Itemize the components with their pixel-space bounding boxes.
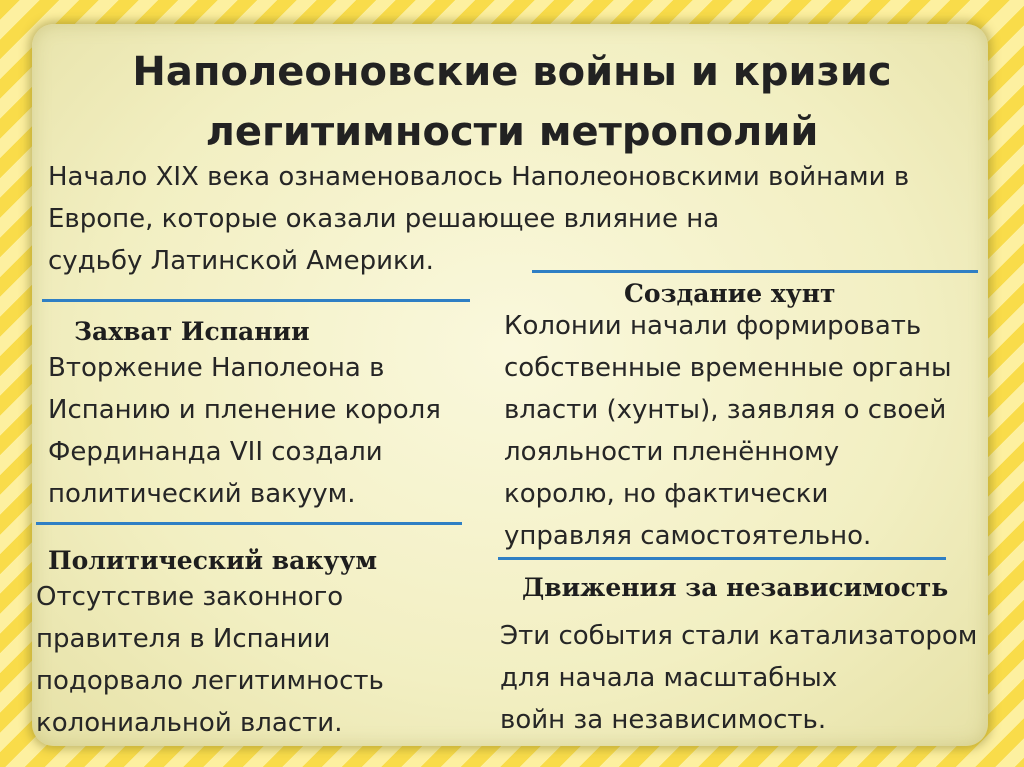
political-vacuum-line-3: подорвало легитимность bbox=[36, 666, 384, 696]
creation-juntas-line-6: управляя самостоятельно. bbox=[504, 521, 872, 551]
heading-independence-movements: Движения за независимость bbox=[522, 573, 949, 602]
capture-spain-line-2: Испанию и пленение короля bbox=[48, 395, 441, 425]
intro-line-1: Начало XIX века ознаменовалось Наполеоновскими войнами в bbox=[48, 162, 910, 192]
creation-juntas-line-5: королю, но фактически bbox=[504, 479, 829, 509]
divider-independence bbox=[498, 557, 946, 560]
divider-capture-spain bbox=[42, 299, 470, 302]
heading-political-vacuum: Политический вакуум bbox=[48, 546, 378, 575]
slide-title-line-1: Наполеоновские войны и кризис bbox=[132, 49, 892, 95]
capture-spain-line-4: политический вакуум. bbox=[48, 479, 356, 509]
divider-creation-juntas bbox=[532, 270, 978, 273]
independence-line-3: войн за независимость. bbox=[500, 705, 827, 735]
political-vacuum-line-2: правителя в Испании bbox=[36, 624, 331, 654]
intro-line-3: судьбу Латинской Америки. bbox=[48, 246, 434, 276]
divider-political-vacuum bbox=[36, 522, 462, 525]
independence-line-2: для начала масштабных bbox=[500, 663, 838, 693]
intro-line-2: Европе, которые оказали решающее влияние на bbox=[48, 204, 720, 234]
capture-spain-line-3: Фердинанда VII создали bbox=[48, 437, 383, 467]
creation-juntas-line-3: власти (хунты), заявляя о своей bbox=[504, 395, 947, 425]
slide-title-line-2: легитимности метрополий bbox=[205, 109, 819, 155]
creation-juntas-line-2: собственные временные органы bbox=[504, 353, 952, 383]
political-vacuum-line-1: Отсутствие законного bbox=[36, 582, 344, 612]
capture-spain-line-1: Вторжение Наполеона в bbox=[48, 353, 385, 383]
creation-juntas-line-4: лояльности пленённому bbox=[504, 437, 840, 467]
heading-creation-juntas: Создание хунт bbox=[624, 279, 836, 308]
political-vacuum-line-4: колониальной власти. bbox=[36, 708, 343, 738]
heading-capture-spain: Захват Испании bbox=[74, 317, 310, 346]
independence-line-1: Эти события стали катализатором bbox=[500, 621, 978, 651]
creation-juntas-line-1: Колонии начали формировать bbox=[504, 311, 922, 341]
